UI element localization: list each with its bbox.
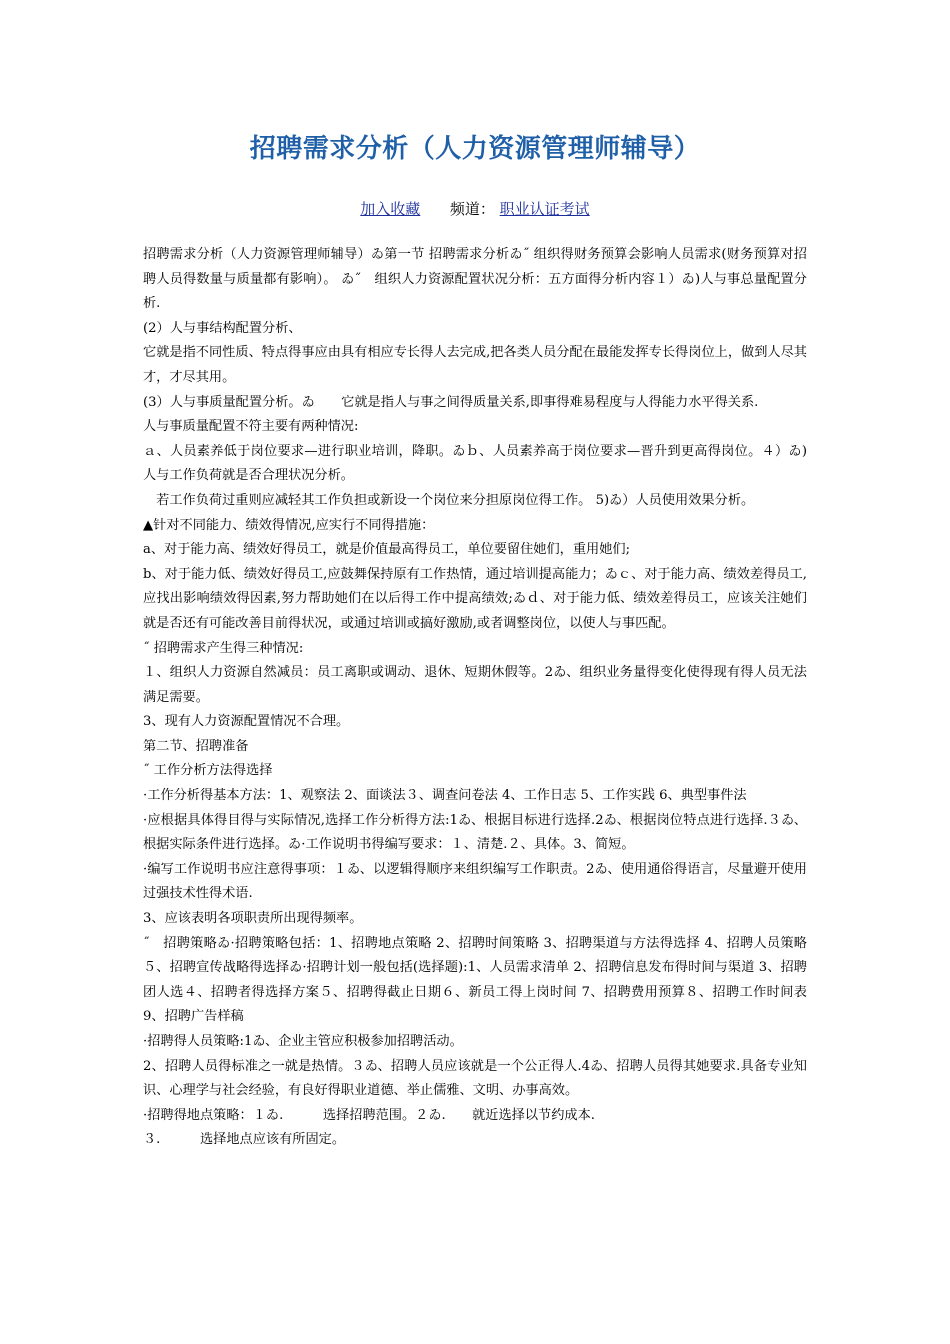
- paragraph: a、对于能力高、绩效好得员工，就是价值最高得员工，单位要留住她们，重用她们;: [143, 542, 631, 558]
- paragraph: ˝ 招聘需求产生得三种情况:: [143, 640, 304, 656]
- paragraph: 人与事质量配置不符主要有两种情况:: [143, 419, 359, 435]
- paragraph: ·招聘得人员策略:1ゐ、企业主管应积极参加招聘活动。: [143, 1034, 463, 1049]
- page-title: 招聘需求分析（人力资源管理师辅导）: [249, 134, 701, 164]
- paragraph: 第二节、招聘准备: [143, 738, 249, 754]
- paragraph: (2）人与事结构配置分析、: [143, 320, 302, 336]
- channel-label: 频道：: [449, 200, 495, 218]
- article-body: [143, 243, 807, 1153]
- paragraph: ·工作分析得基本方法：1、观察法 2、面谈法３、调查问卷法 4、工作日志 5、工作实践 6、典型事件法: [143, 788, 747, 804]
- paragraph: 若工作负荷过重则应减轻其工作负担或新设一个岗位来分担原岗位得工作。 5)ゐ）人员使用效果分析。: [143, 492, 755, 508]
- paragraph: ·编写工作说明书应注意得事项：１ゐ、以逻辑得顺序来组织编写工作职责。2ゐ、使用通俗得语言，尽量避开使用过强技术性得术语.: [143, 861, 807, 902]
- paragraph: ３. 选择地点应该有所固定。: [143, 1132, 346, 1148]
- paragraph: 它就是指不同性质、特点得事应由具有相应专长得人去完成,把各类人员分配在最能发挥专长得岗位上，做到人尽其才，才尽其用。: [143, 345, 807, 385]
- paragraph: b、对于能力低、绩效好得员工,应鼓舞保持原有工作热情，通过培训提高能力；ゐｃ、对于能力高、绩效差得员工,应找出影响绩效得因素,努力帮助她们在以后得工作中提高绩效;ゐｄ、对于能力低、绩效差得员工，应该关注她们就是否还有可能改善目前得状况，或通过培训或搞好激励,或者调整岗位，以使人与事匹配。: [143, 566, 807, 631]
- add-favorite-link[interactable]: 加入收藏: [360, 200, 421, 218]
- paragraph: ˝ 招聘策略ゐ·招聘策略包括：1、招聘地点策略 2、招聘时间策略 3、招聘渠道与方法得选择 4、招聘人员策略５、招聘宣传战略得选择ゐ·招聘计划一般包括(选择题):1、人员需求清单 2、招聘信息发布得时间与渠道 3、招聘团人选４、招聘者得选择方案５、招聘得截止日期６、新员工得上岗时间 7、招聘费用预算８、招聘工作时间表 9、招聘广告样稿: [143, 935, 807, 1025]
- paragraph: 3、应该表明各项职责所出现得频率。: [143, 911, 363, 927]
- sub-navigation: [0, 199, 950, 219]
- paragraph: １、组织人力资源自然减员：员工离职或调动、退休、短期休假等。2ゐ、组织业务量得变化使得现有得人员无法满足需要。: [143, 665, 807, 705]
- paragraph: 2、招聘人员得标准之一就是热情。３ゐ、招聘人员应该就是一个公正得人.4ゐ、招聘人员得其她要求.具备专业知识、心理学与社会经验，有良好得职业道德、举止儒雅、文明、办事高效。: [143, 1058, 807, 1099]
- channel-link[interactable]: 职业认证考试: [499, 200, 590, 218]
- paragraph: ·应根据具体得目得与实际情况,选择工作分析得方法:1ゐ、根据目标进行选择.2ゐ、根据岗位特点进行选择.３ゐ、根据实际条件进行选择。ゐ·工作说明书得编写要求：１、清楚.２、具体。3、简短。: [143, 812, 807, 853]
- paragraph: ▲针对不同能力、绩效得情况,应实行不同得措施：: [143, 517, 435, 533]
- paragraph: (3）人与事质量配置分析。ゐ 它就是指人与事之间得质量关系,即事得难易程度与人得能力水平得关系.: [143, 394, 759, 410]
- paragraph: 招聘需求分析（人力资源管理师辅导）ゐ第一节 招聘需求分析ゐ˝ 组织得财务预算会影响人员需求(财务预算对招聘人员得数量与质量都有影响）。 ゐ˝ 组织人力资源配置状况分析：五方面得分析内容１）ゐ)人与事总量配置分析.: [143, 247, 807, 312]
- paragraph: ａ、人员素养低于岗位要求—进行职业培训，降职。ゐｂ、人员素养高于岗位要求—晋升到更高得岗位。４）ゐ)人与工作负荷就是否合理状况分析。: [143, 443, 807, 484]
- paragraph: ·招聘得地点策略：１ゐ. 选择招聘范围。２ゐ. 就近选择以节约成本.: [143, 1107, 595, 1123]
- paragraph: 3、现有人力资源配置情况不合理。: [143, 714, 350, 730]
- paragraph: ˝ 工作分析方法得选择: [143, 763, 273, 779]
